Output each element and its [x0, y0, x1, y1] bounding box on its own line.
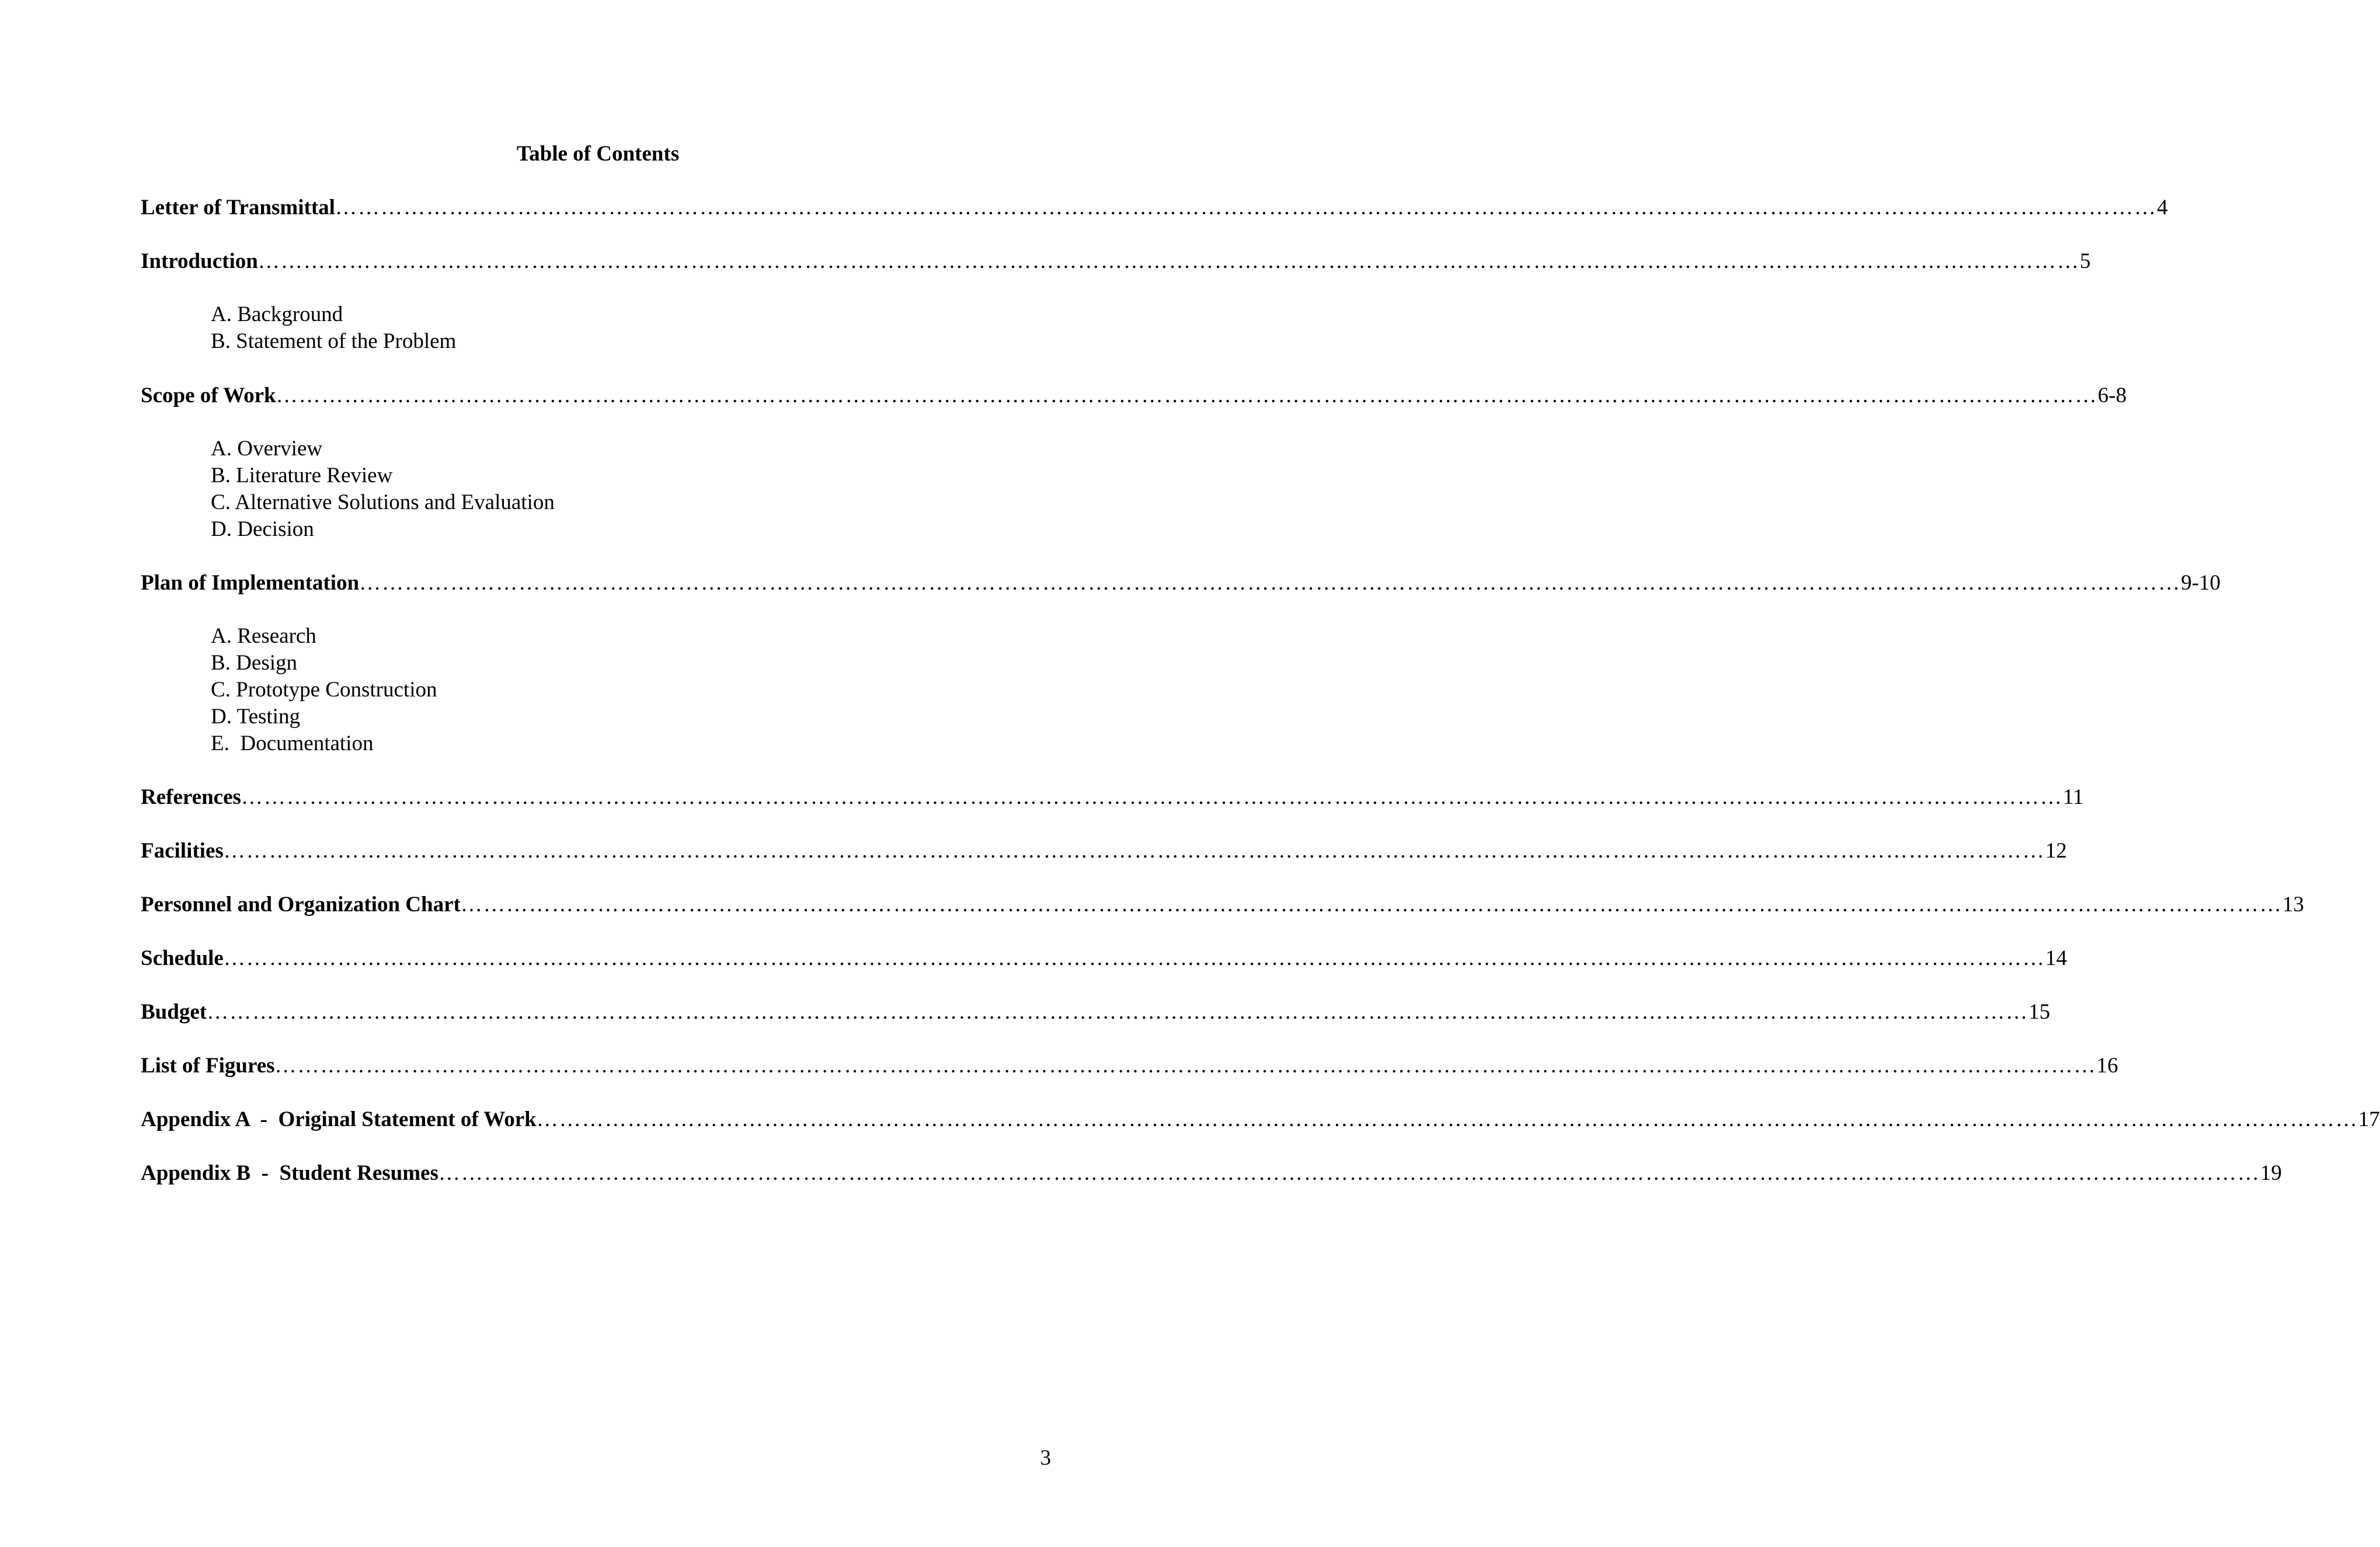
toc-entry-label: Schedule	[141, 946, 224, 970]
toc-entry-label: Introduction	[141, 249, 258, 273]
dot-leader: ……………………………………………………………………………………………………………………………………………………………………………………………………………………	[223, 946, 2045, 970]
toc-subitem[interactable]: B. Literature Review	[211, 464, 393, 487]
dot-leader: ……………………………………………………………………………………………………………………………………………………………………………………………………………………	[241, 785, 2063, 809]
toc-entry-label: Facilities	[141, 839, 224, 863]
toc-entry-list-of-figures[interactable]	[141, 1051, 2118, 1081]
toc-sublist-plan-of-implementation	[211, 623, 437, 757]
toc-subitem[interactable]: D. Testing	[211, 705, 300, 729]
dot-leader: ……………………………………………………………………………………………………………………………………………………………………………………………………………………	[460, 893, 2282, 917]
toc-entry-label: Letter of Transmittal	[141, 196, 335, 219]
toc-entry-label: References	[141, 785, 241, 809]
toc-entry-page: 13	[2282, 893, 2304, 917]
toc-entry-label: Personnel and Organization Chart	[141, 893, 461, 917]
toc-subitem[interactable]: B. Design	[211, 651, 297, 675]
toc-entry-facilities[interactable]	[141, 836, 2067, 866]
toc-subitem[interactable]: E. Documentation	[211, 731, 374, 755]
toc-subitem[interactable]: C. Alternative Solutions and Evaluation	[211, 490, 555, 514]
toc-entry-introduction[interactable]	[141, 246, 2091, 277]
dot-leader: ……………………………………………………………………………………………………………………………………………………………………………………………………………………	[536, 1107, 2358, 1131]
toc-entry-page: 11	[2062, 785, 2084, 809]
toc-entry-page: 12	[2045, 839, 2067, 863]
dot-leader: ……………………………………………………………………………………………………………………………………………………………………………………………………………………	[223, 839, 2045, 863]
toc-entry-label: Appendix B - Student Resumes	[141, 1161, 439, 1185]
page-number: 3	[1040, 1446, 1051, 1470]
toc-entry-page: 9-10	[2181, 571, 2221, 595]
toc-subitem[interactable]: C. Prototype Construction	[211, 678, 437, 702]
toc-entry-personnel-and-organization-chart[interactable]	[141, 890, 2304, 920]
toc-entry-references[interactable]	[141, 782, 2084, 813]
toc-entry-page: 6-8	[2097, 384, 2127, 407]
toc-entry-label: Scope of Work	[141, 384, 276, 407]
toc-entry-page: 5	[2079, 249, 2091, 273]
toc-subitem[interactable]: A. Background	[211, 302, 343, 326]
dot-leader: ……………………………………………………………………………………………………………………………………………………………………………………………………………………	[335, 196, 2157, 219]
toc-subitem[interactable]: A. Overview	[211, 437, 323, 461]
toc-entry-page: 14	[2045, 946, 2067, 970]
toc-entry-page: 19	[2260, 1161, 2282, 1185]
toc-entry-appendix-b[interactable]	[141, 1158, 2282, 1189]
toc-subitem[interactable]: A. Research	[211, 624, 316, 648]
dot-leader: ……………………………………………………………………………………………………………………………………………………………………………………………………………………	[359, 571, 2181, 595]
toc-entry-schedule[interactable]	[141, 943, 2067, 974]
toc-entry-appendix-a[interactable]	[141, 1104, 2380, 1135]
dot-leader: ……………………………………………………………………………………………………………………………………………………………………………………………………………………	[438, 1161, 2260, 1185]
toc-sublist-introduction	[211, 301, 456, 355]
toc-entry-label: Appendix A - Original Statement of Work	[141, 1107, 537, 1131]
toc-entry-label: List of Figures	[141, 1054, 275, 1078]
toc-entry-page: 4	[2156, 196, 2168, 219]
toc-entry-page: 15	[2028, 1000, 2051, 1024]
dot-leader: ……………………………………………………………………………………………………………………………………………………………………………………………………………………	[258, 249, 2080, 273]
toc-subitem[interactable]: D. Decision	[211, 517, 314, 541]
dot-leader: ……………………………………………………………………………………………………………………………………………………………………………………………………………………	[276, 384, 2098, 407]
toc-entry-letter-of-transmittal[interactable]	[141, 193, 2168, 223]
page-title: Table of Contents	[516, 142, 680, 166]
dot-leader: ……………………………………………………………………………………………………………………………………………………………………………………………………………………	[274, 1054, 2097, 1078]
toc-entry-budget[interactable]	[141, 997, 2051, 1027]
toc-sublist-scope-of-work	[211, 435, 555, 543]
toc-entry-page: 16	[2096, 1054, 2118, 1078]
toc-entry-scope-of-work[interactable]	[141, 381, 2127, 411]
toc-entry-page: 17	[2358, 1107, 2380, 1131]
toc-entry-label: Budget	[141, 1000, 207, 1024]
toc-entry-plan-of-implementation[interactable]	[141, 568, 2221, 598]
toc-entry-label: Plan of Implementation	[141, 571, 360, 595]
toc-subitem[interactable]: B. Statement of the Problem	[211, 329, 457, 353]
dot-leader: ……………………………………………………………………………………………………………………………………………………………………………………………………………………	[207, 1000, 2029, 1024]
